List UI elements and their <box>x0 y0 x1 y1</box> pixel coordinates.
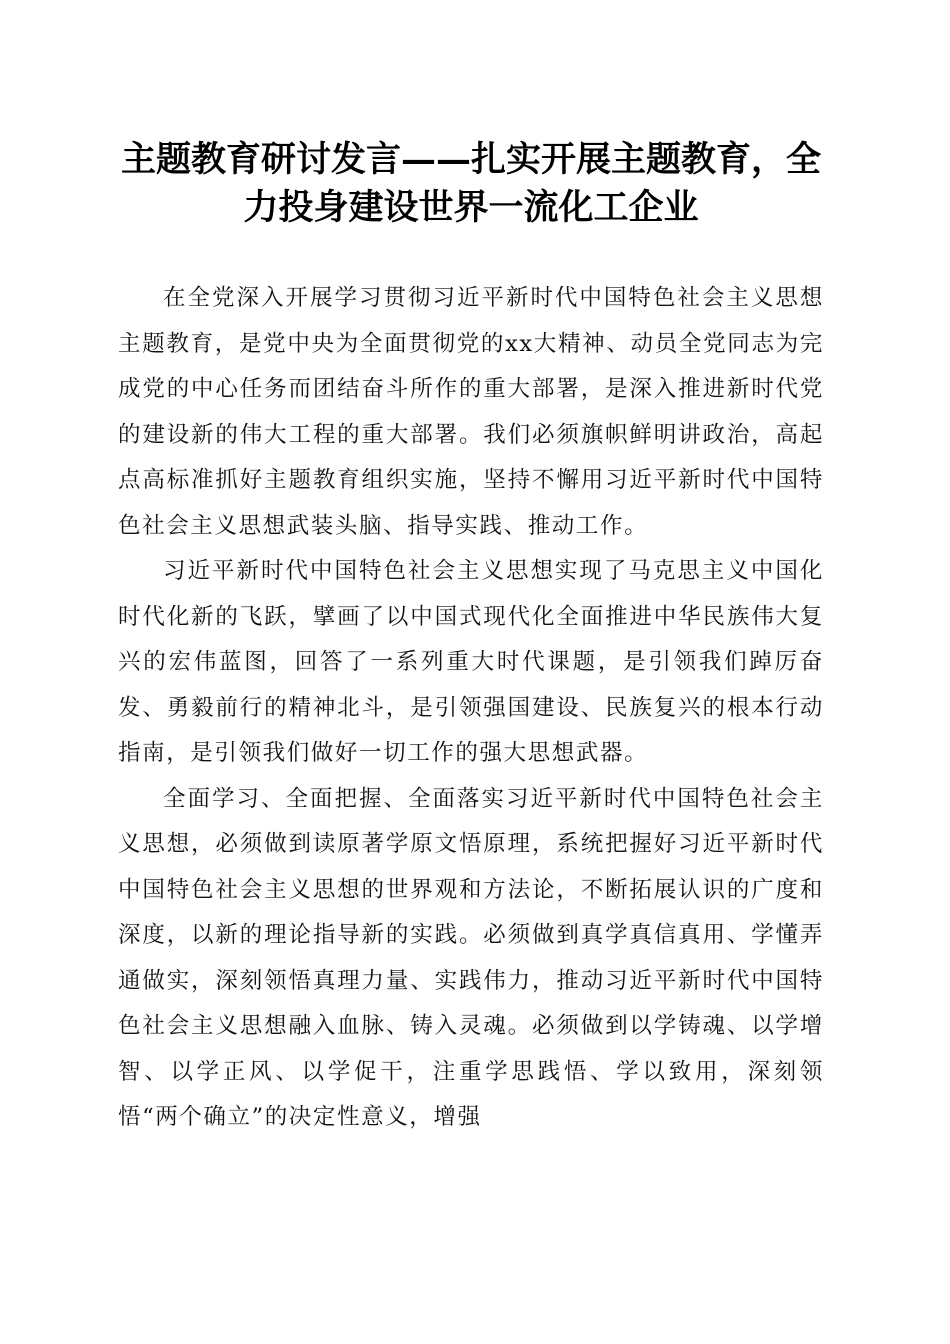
document-body <box>118 276 824 1141</box>
document-title: 主题教育研讨发言——扎实开展主题教育，全力投身建设世界一流化工企业 <box>120 139 821 228</box>
paragraph-3: 全面学习、全面把握、全面落实习近平新时代中国特色社会主义思想，必须做到读原著学原文悟原理，系统把握好习近平新时代中国特色社会主义思想的世界观和方法论，不断拓展认识的广度和深度，以新的理论指导新的实践。必须做到真学真信真用、学懂弄通做实，深刻领悟真理力量、实践伟力，推动习近平新时代中国特色社会主义思想融入血脉、铸入灵魂。必须做到以学铸魂、以学增智、以学正风、以学促干，注重学思践悟、学以致用，深刻领悟“两个确立”的决定性意义，增强 <box>118 785 824 1130</box>
paragraph-1: 在全党深入开展学习贯彻习近平新时代中国特色社会主义思想主题教育，是党中央为全面贯彻党的xx大精神、动员全党同志为完成党的中心任务而团结奋斗所作的重大部署，是深入推进新时代党的建设新的伟大工程的重大部署。我们必须旗帜鲜明讲政治，高起点高标准抓好主题教育组织实施，坚持不懈用习近平新时代中国特色社会主义思想武装头脑、指导实践、推动工作。 <box>118 285 824 539</box>
paragraph-2: 习近平新时代中国特色社会主义思想实现了马克思主义中国化时代化新的飞跃，擘画了以中国式现代化全面推进中华民族伟大复兴的宏伟蓝图，回答了一系列重大时代课题，是引领我们踔厉奋发、勇毅前行的精神北斗，是引领强国建设、民族复兴的根本行动指南，是引领我们做好一切工作的强大思想武器。 <box>118 558 824 766</box>
